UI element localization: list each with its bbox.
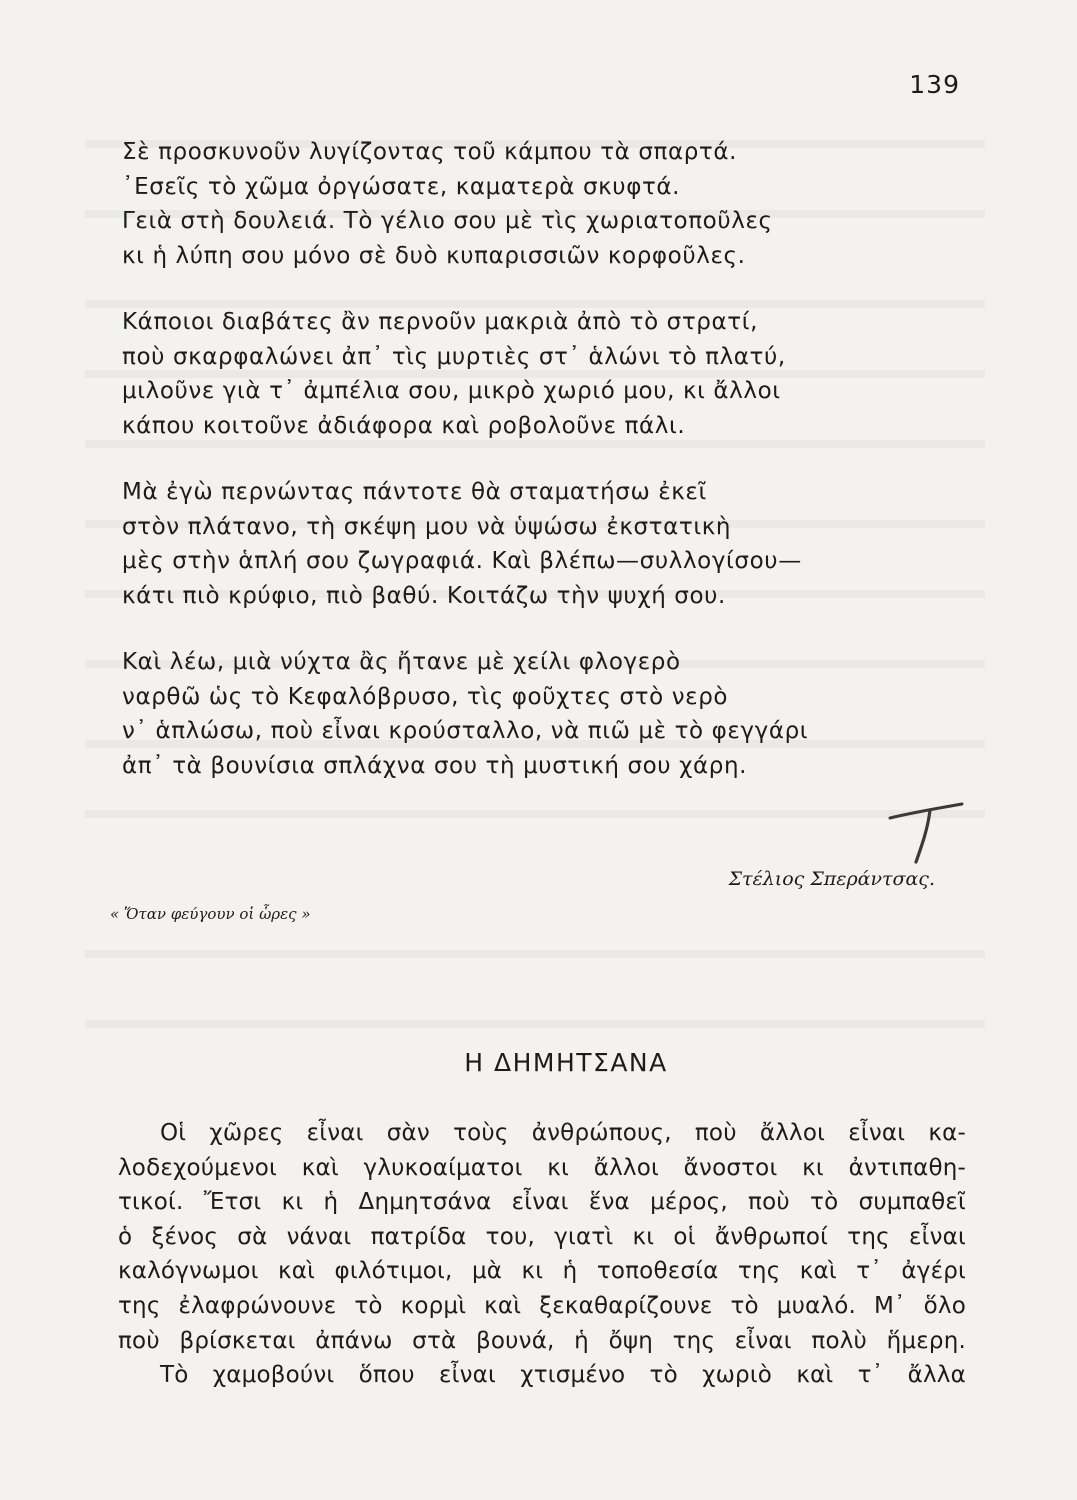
section-title: Η ΔΗΜΗΤΣΑΝΑ (464, 1048, 668, 1077)
poem-source: « Ὅταν φεύγουν οἱ ὧρες » (110, 905, 311, 923)
poem-line: μιλοῦνε γιὰ τ᾿ ἀμπέλια σου, μικρὸ χωριό μου, κι ἄλλοι (122, 378, 781, 404)
poem-line: ποὺ σκαρφαλώνει ἀπ᾿ τὶς μυρτιὲς στ᾿ ἁλώνι τὸ πλατύ, (122, 343, 786, 370)
poem-line: μὲς στὴν ἁπλή σου ζωγραφιά. Καὶ βλέπω—συλλογίσου— (122, 548, 802, 574)
poem (122, 135, 982, 815)
prose-line: ποὺ βρίσκεται ἀπάνω στὰ βουνά, ἡ ὄψη της εἶναι πολὺ ἥμερη. (118, 1327, 966, 1354)
poem-line: ᾿Εσεῖς τὸ χῶμα ὀργώσατε, καματερὰ σκυφτά. (122, 173, 681, 200)
poem-line: Σὲ προσκυνοῦν λυγίζοντας τοῦ κάμπου τὰ σπαρτά. (122, 139, 738, 165)
poem-author: Στέλιος Σπεράντσας. (728, 868, 935, 890)
poem-line: κι ἡ λύπη σου μόνο σὲ δυὸ κυπαρισσιῶν κορφοῦλες. (122, 242, 746, 269)
prose-line: Τὸ χαμοβούνι ὅπου εἶναι χτισμένο τὸ χωριὸ καὶ τ᾿ ἄλλα (160, 1362, 966, 1389)
stanza (122, 135, 982, 273)
poem-line: ν᾿ ἁπλώσω, ποὺ εἶναι κρούσταλλο, νὰ πιῶ μὲ τὸ φεγγάρι (122, 718, 809, 744)
prose-line: της ἐλαφρώνουνε τὸ κορμὶ καὶ ξεκαθαρίζουνε τὸ μυαλό. Μ᾿ ὅλο (118, 1292, 966, 1319)
stanza (122, 475, 982, 613)
poem-line: κάτι πιὸ κρύφιο, πιὸ βαθύ. Κοιτάζω τὴν ψυχή σου. (122, 582, 726, 609)
handwritten-mark (880, 800, 970, 870)
prose-line: τικοί. Ἔτσι κι ἡ Δημητσάνα εἶναι ἕνα μέρος, ποὺ τὸ συμπαθεῖ (118, 1189, 966, 1216)
prose-line: ὁ ξένος σὰ νάναι πατρίδα του, γιατὶ κι οἱ ἄνθρωποί της εἶναι (118, 1223, 966, 1250)
poem-line: Καὶ λέω, μιὰ νύχτα ἂς ἤτανε μὲ χείλι φλογερὸ (122, 649, 681, 675)
poem-line: Μὰ ἐγὼ περνώντας πάντοτε θὰ σταματήσω ἐκεῖ (122, 479, 707, 505)
poem-line: Κάποιοι διαβάτες ἂν περνοῦν μακριὰ ἀπὸ τὸ στρατί, (122, 309, 758, 335)
poem-line: ναρθῶ ὡς τὸ Κεφαλόβρυσο, τὶς φοῦχτες στὸ νερὸ (122, 683, 729, 710)
prose-line: Οἱ χῶρες εἶναι σὰν τοὺς ἀνθρώπους, ποὺ ἄλλοι εἶναι κα- (160, 1120, 966, 1146)
poem-line: στὸν πλάτανο, τὴ σκέψη μου νὰ ὑψώσω ἐκστατικὴ (122, 513, 732, 540)
stanza (122, 305, 982, 443)
prose-line: λοδεχούμενοι καὶ γλυκοαίματοι κι ἄλλοι ἄνοστοι κι ἀντιπαθη- (118, 1154, 966, 1181)
page-number: 139 (909, 70, 960, 99)
stanza (122, 645, 982, 783)
poem-line: Γειὰ στὴ δουλειά. Τὸ γέλιο σου μὲ τὶς χωριατοποῦλες (122, 208, 773, 234)
section-body (118, 1116, 966, 1393)
poem-line: κάπου κοιτοῦνε ἀδιάφορα καὶ ροβολοῦνε πάλι. (122, 412, 686, 439)
poem-line: ἀπ᾿ τὰ βουνίσια σπλάχνα σου τὴ μυστική σου χάρη. (122, 752, 748, 779)
prose-line: καλόγνωμοι καὶ φιλότιμοι, μὰ κι ἡ τοποθεσία της καὶ τ᾿ ἀγέρι (118, 1258, 966, 1285)
